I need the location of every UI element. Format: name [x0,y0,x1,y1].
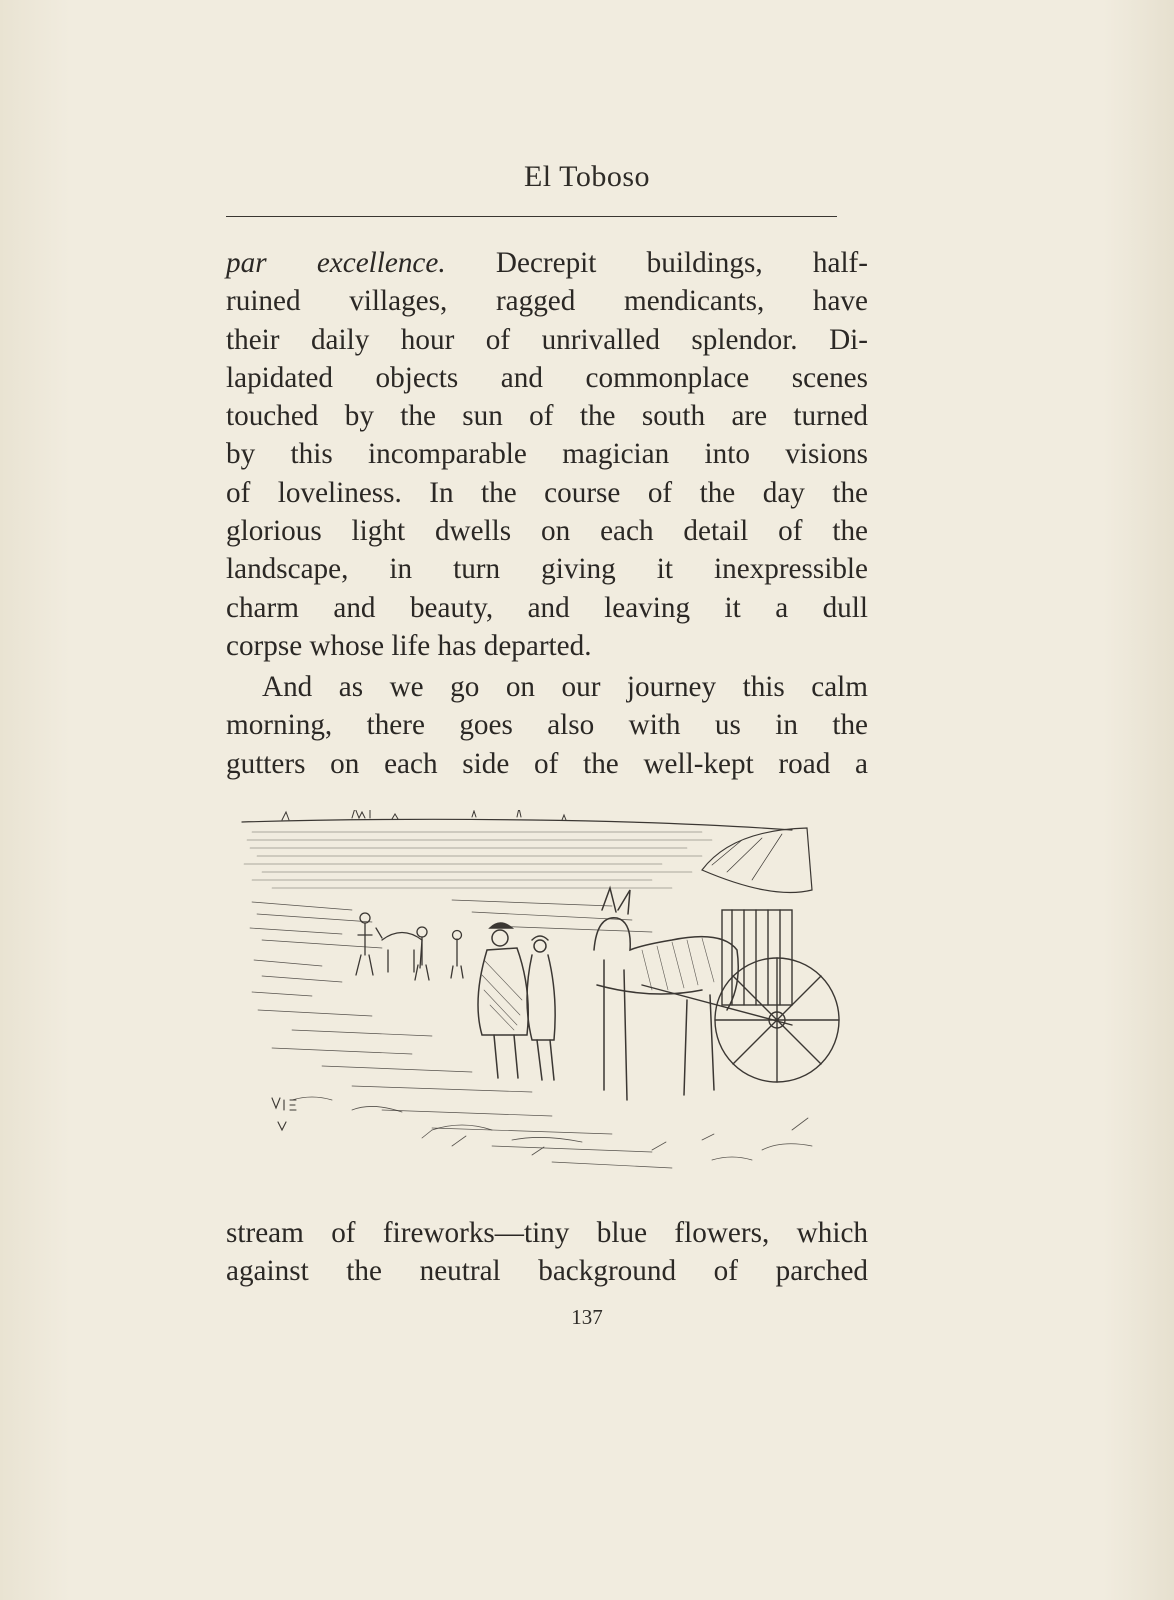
text-line: charm and beauty, and leaving it a dull [226,591,868,624]
text-line: morning, there goes also with us in the [226,709,868,742]
paragraph-1 [226,244,868,665]
page-number: 137 [571,1305,603,1329]
line-text: Decrepit buildings, half- [445,247,868,279]
text-line: And as we go on our journey this calm [262,671,868,703]
text-line: corpse whose life has departed. [226,629,592,662]
text-line: by this incomparable magician into visions [226,438,868,471]
italic-phrase: par excellence. [226,247,446,279]
text-line: glorious light dwells on each detail of the [226,515,868,548]
paragraph-2 [226,668,868,783]
head-rule [226,216,837,217]
text-line: lapidated objects and commonplace scenes [226,361,868,394]
text-line: of loveliness. In the course of the day the [226,476,868,509]
engraving-illustration [232,810,852,1182]
text-line: touched by the sun of the south are turned [226,400,868,433]
text-line: stream of fireworks—tiny blue flowers, which [226,1217,868,1249]
text-line: landscape, in turn giving it inexpressible [226,553,868,586]
text-line: against the neutral background of parched [226,1255,868,1288]
text-line: gutters on each side of the well-kept road a [226,747,868,780]
text-line: their daily hour of unrivalled splendor. Di- [226,323,868,356]
text-line [226,244,868,282]
text-line: ruined villages, ragged mendicants, have [226,285,868,318]
paragraph-3 [226,1214,868,1291]
running-head: El Toboso [523,160,651,193]
